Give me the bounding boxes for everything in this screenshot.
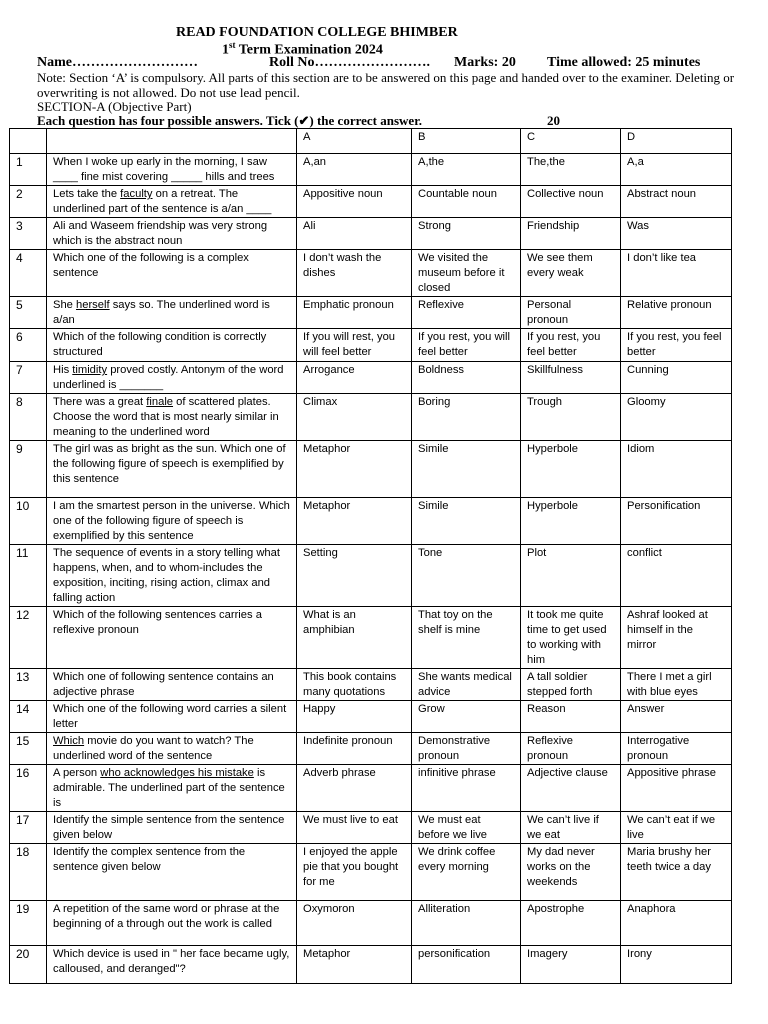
option-b[interactable]: Simile bbox=[412, 498, 521, 545]
question-text-pre: She bbox=[53, 299, 77, 311]
option-a[interactable]: This book contains many quotations bbox=[297, 669, 412, 701]
question-number: 19 bbox=[10, 901, 47, 946]
option-d[interactable]: Cunning bbox=[621, 362, 732, 394]
header-cell-c: C bbox=[521, 129, 621, 154]
question-text: Which one of the following is a complex sentence bbox=[47, 250, 297, 297]
option-a[interactable]: A,an bbox=[297, 154, 412, 186]
option-c[interactable]: Personal pronoun bbox=[521, 297, 621, 329]
option-c[interactable]: We see them every weak bbox=[521, 250, 621, 297]
question-row bbox=[10, 733, 732, 765]
question-text-post: of scattered plates. Choose the word that is most nearly similar in meaning to the underlined word bbox=[53, 396, 279, 438]
question-text: Ali and Waseem friendship was very strong which is the abstract noun bbox=[47, 218, 297, 250]
question-text: Identify the complex sentence from the sentence given below bbox=[47, 844, 297, 901]
option-d[interactable]: Gloomy bbox=[621, 394, 732, 441]
option-b[interactable]: If you rest, you will feel better bbox=[412, 329, 521, 362]
term-number: 1 bbox=[222, 42, 229, 58]
question-row bbox=[10, 186, 732, 218]
question-text-pre: His bbox=[53, 364, 73, 376]
section-title: SECTION-A (Objective Part) bbox=[37, 99, 192, 114]
question-number: 10 bbox=[10, 498, 47, 545]
option-b[interactable]: Countable noun bbox=[412, 186, 521, 218]
option-c[interactable]: If you rest, you feel better bbox=[521, 329, 621, 362]
underlined-word: herself bbox=[76, 299, 110, 311]
option-b[interactable]: Grow bbox=[412, 701, 521, 733]
option-c[interactable]: Reflexive pronoun bbox=[521, 733, 621, 765]
header-cell-d: D bbox=[621, 129, 732, 154]
option-b[interactable]: A,the bbox=[412, 154, 521, 186]
question-row bbox=[10, 669, 732, 701]
option-a[interactable]: Emphatic pronoun bbox=[297, 297, 412, 329]
option-b[interactable]: Reflexive bbox=[412, 297, 521, 329]
question-row bbox=[10, 329, 732, 362]
option-d[interactable]: I don’t like tea bbox=[621, 250, 732, 297]
option-b[interactable]: Boldness bbox=[412, 362, 521, 394]
question-text: Identify the simple sentence from the sentence given below bbox=[47, 812, 297, 844]
option-b[interactable]: We drink coffee every morning bbox=[412, 844, 521, 901]
table-header-row bbox=[10, 129, 732, 154]
exam-note: Note: Section ‘A’ is compulsory. All parts of this section are to be answered on this page and handed over to the examiner. Deleting or overwriting is not allowed. Do not use lead pencil. bbox=[37, 70, 735, 100]
question-text: Which device is used in " her face became ugly, calloused, and deranged"? bbox=[47, 946, 297, 984]
question-row bbox=[10, 607, 732, 669]
option-a[interactable]: Metaphor bbox=[297, 498, 412, 545]
question-text: The sequence of events in a story telling what happens, when, and to whom-includes the exposition, inciting, rising action, climax and falling action bbox=[47, 545, 297, 607]
option-a[interactable]: If you will rest, you will feel better bbox=[297, 329, 412, 362]
question-number: 9 bbox=[10, 441, 47, 498]
question-row bbox=[10, 545, 732, 607]
question-text bbox=[47, 297, 297, 329]
question-text: The girl was as bright as the sun. Which one of the following figure of speech is exemplified by this sentence bbox=[47, 441, 297, 498]
question-text: A repetition of the same word or phrase at the beginning of a through out the work is called bbox=[47, 901, 297, 946]
option-a[interactable]: Metaphor bbox=[297, 441, 412, 498]
option-a[interactable]: Appositive noun bbox=[297, 186, 412, 218]
question-number: 15 bbox=[10, 733, 47, 765]
question-text bbox=[47, 362, 297, 394]
question-row bbox=[10, 362, 732, 394]
question-row bbox=[10, 765, 732, 812]
question-number: 18 bbox=[10, 844, 47, 901]
option-a[interactable]: Climax bbox=[297, 394, 412, 441]
option-a[interactable]: Happy bbox=[297, 701, 412, 733]
option-d[interactable]: Was bbox=[621, 218, 732, 250]
option-d[interactable]: Appositive phrase bbox=[621, 765, 732, 812]
question-text bbox=[47, 765, 297, 812]
question-text bbox=[47, 733, 297, 765]
question-row bbox=[10, 844, 732, 901]
question-number: 11 bbox=[10, 545, 47, 607]
option-d[interactable]: Interrogative pronoun bbox=[621, 733, 732, 765]
question-row bbox=[10, 812, 732, 844]
option-d[interactable]: Relative pronoun bbox=[621, 297, 732, 329]
option-b[interactable]: Demonstrative pronoun bbox=[412, 733, 521, 765]
question-text-post: is admirable. The underlined part of the sentence is bbox=[53, 767, 285, 809]
question-text: I am the smartest person in the universe. Which one of the following figure of speech is exemplified by this sentence bbox=[47, 498, 297, 545]
option-d[interactable]: We can’t eat if we live bbox=[621, 812, 732, 844]
question-text-post: proved costly. Antonym of the word underlined is _______ bbox=[53, 364, 284, 391]
question-number: 16 bbox=[10, 765, 47, 812]
option-a[interactable]: I enjoyed the apple pie that you bought for me bbox=[297, 844, 412, 901]
option-b[interactable]: She wants medical advice bbox=[412, 669, 521, 701]
question-number: 5 bbox=[10, 297, 47, 329]
option-a[interactable]: Oxymoron bbox=[297, 901, 412, 946]
question-row bbox=[10, 154, 732, 186]
question-text: When I woke up early in the morning, I saw ____ fine mist covering _____ hills and trees bbox=[47, 154, 297, 186]
option-b[interactable]: infinitive phrase bbox=[412, 765, 521, 812]
question-row bbox=[10, 946, 732, 984]
option-b[interactable]: We must eat before we live bbox=[412, 812, 521, 844]
question-number: 1 bbox=[10, 154, 47, 186]
option-d[interactable]: Anaphora bbox=[621, 901, 732, 946]
option-c[interactable]: Friendship bbox=[521, 218, 621, 250]
question-number: 8 bbox=[10, 394, 47, 441]
question-number: 20 bbox=[10, 946, 47, 984]
option-b[interactable]: personification bbox=[412, 946, 521, 984]
question-text-post: says so. The underlined word is a/an bbox=[53, 299, 270, 326]
option-c[interactable]: The,the bbox=[521, 154, 621, 186]
question-text bbox=[47, 186, 297, 218]
option-c[interactable]: Skillfulness bbox=[521, 362, 621, 394]
option-c[interactable]: Hyperbole bbox=[521, 498, 621, 545]
option-c[interactable]: Imagery bbox=[521, 946, 621, 984]
option-c[interactable]: Hyperbole bbox=[521, 441, 621, 498]
option-c[interactable]: Trough bbox=[521, 394, 621, 441]
question-text-pre: Lets take the bbox=[53, 188, 121, 200]
question-number: 3 bbox=[10, 218, 47, 250]
option-d[interactable]: There I met a girl with blue eyes bbox=[621, 669, 732, 701]
roll-field: Roll No……………………. bbox=[269, 55, 430, 70]
header-cell bbox=[47, 129, 297, 154]
option-b[interactable]: Alliteration bbox=[412, 901, 521, 946]
question-text: Which of the following sentences carries a reflexive pronoun bbox=[47, 607, 297, 669]
question-row bbox=[10, 218, 732, 250]
instruction-text: Each question has four possible answers. Tick (✔) the correct answer. bbox=[37, 113, 423, 128]
option-c[interactable]: Adjective clause bbox=[521, 765, 621, 812]
term-suffix: st bbox=[229, 40, 236, 50]
option-c[interactable]: Collective noun bbox=[521, 186, 621, 218]
marks-label: Marks: 20 bbox=[454, 55, 516, 70]
option-d[interactable]: If you rest, you feel better bbox=[621, 329, 732, 362]
underlined-word: who acknowledges his mistake bbox=[100, 767, 254, 779]
underlined-word: timidity bbox=[72, 364, 108, 376]
question-number: 2 bbox=[10, 186, 47, 218]
option-b[interactable]: Tone bbox=[412, 545, 521, 607]
question-text-pre: There was a great bbox=[53, 396, 147, 408]
option-c[interactable]: Reason bbox=[521, 701, 621, 733]
question-text: Which of the following condition is correctly structured bbox=[47, 329, 297, 362]
option-a[interactable]: Arrogance bbox=[297, 362, 412, 394]
term-text: Term Examination 2024 bbox=[235, 42, 383, 58]
option-d[interactable]: conflict bbox=[621, 545, 732, 607]
question-row bbox=[10, 901, 732, 946]
option-c[interactable]: My dad never works on the weekends bbox=[521, 844, 621, 901]
question-row bbox=[10, 297, 732, 329]
option-a[interactable]: Setting bbox=[297, 545, 412, 607]
option-d[interactable]: Idiom bbox=[621, 441, 732, 498]
option-a[interactable]: Indefinite pronoun bbox=[297, 733, 412, 765]
question-text: Which one of the following word carries a silent letter bbox=[47, 701, 297, 733]
header-cell bbox=[10, 129, 47, 154]
option-d[interactable]: Answer bbox=[621, 701, 732, 733]
option-a[interactable]: Ali bbox=[297, 218, 412, 250]
underlined-word: finale bbox=[146, 396, 174, 408]
option-b[interactable]: Boring bbox=[412, 394, 521, 441]
option-d[interactable]: Personification bbox=[621, 498, 732, 545]
option-d[interactable]: A,a bbox=[621, 154, 732, 186]
header-cell-a: A bbox=[297, 129, 412, 154]
question-number: 14 bbox=[10, 701, 47, 733]
underlined-word: faculty bbox=[120, 188, 153, 200]
option-a[interactable]: What is an amphibian bbox=[297, 607, 412, 669]
question-text-post: on a retreat. The underlined part of the sentence is a/an ____ bbox=[53, 188, 272, 215]
option-a[interactable]: Adverb phrase bbox=[297, 765, 412, 812]
instruction-line bbox=[37, 113, 768, 129]
option-b[interactable]: Strong bbox=[412, 218, 521, 250]
question-number: 12 bbox=[10, 607, 47, 669]
option-d[interactable]: Irony bbox=[621, 946, 732, 984]
option-d[interactable]: Maria brushy her teeth twice a day bbox=[621, 844, 732, 901]
question-text-post: movie do you want to watch? The underlined word of the sentence bbox=[53, 735, 254, 762]
option-d[interactable]: Ashraf looked at himself in the mirror bbox=[621, 607, 732, 669]
question-row bbox=[10, 441, 732, 498]
question-number: 17 bbox=[10, 812, 47, 844]
option-c[interactable]: A tall soldier stepped forth bbox=[521, 669, 621, 701]
question-row bbox=[10, 498, 732, 545]
college-title: READ FOUNDATION COLLEGE BHIMBER bbox=[176, 25, 458, 40]
header-cell-b: B bbox=[412, 129, 521, 154]
question-text bbox=[47, 394, 297, 441]
question-number: 7 bbox=[10, 362, 47, 394]
instruction-marks: 20 bbox=[547, 113, 560, 128]
option-c[interactable]: It took me quite time to get used to working with him bbox=[521, 607, 621, 669]
option-c[interactable]: We can’t live if we eat bbox=[521, 812, 621, 844]
option-c[interactable]: Plot bbox=[521, 545, 621, 607]
option-a[interactable]: Metaphor bbox=[297, 946, 412, 984]
question-text: Which one of following sentence contains an adjective phrase bbox=[47, 669, 297, 701]
question-row bbox=[10, 701, 732, 733]
question-row bbox=[10, 250, 732, 297]
question-row bbox=[10, 394, 732, 441]
option-b[interactable]: Simile bbox=[412, 441, 521, 498]
question-text-pre: A person bbox=[53, 767, 101, 779]
underlined-word: Which bbox=[53, 735, 85, 747]
mcq-table bbox=[9, 128, 732, 984]
time-label: Time allowed: 25 minutes bbox=[547, 55, 701, 70]
option-a[interactable]: I don’t wash the dishes bbox=[297, 250, 412, 297]
question-number: 6 bbox=[10, 329, 47, 362]
question-number: 13 bbox=[10, 669, 47, 701]
option-b[interactable]: That toy on the shelf is mine bbox=[412, 607, 521, 669]
option-a[interactable]: We must live to eat bbox=[297, 812, 412, 844]
question-number: 4 bbox=[10, 250, 47, 297]
option-d[interactable]: Abstract noun bbox=[621, 186, 732, 218]
option-c[interactable]: Apostrophe bbox=[521, 901, 621, 946]
name-field: Name……………………… bbox=[37, 55, 198, 70]
option-b[interactable]: We visited the museum before it closed bbox=[412, 250, 521, 297]
